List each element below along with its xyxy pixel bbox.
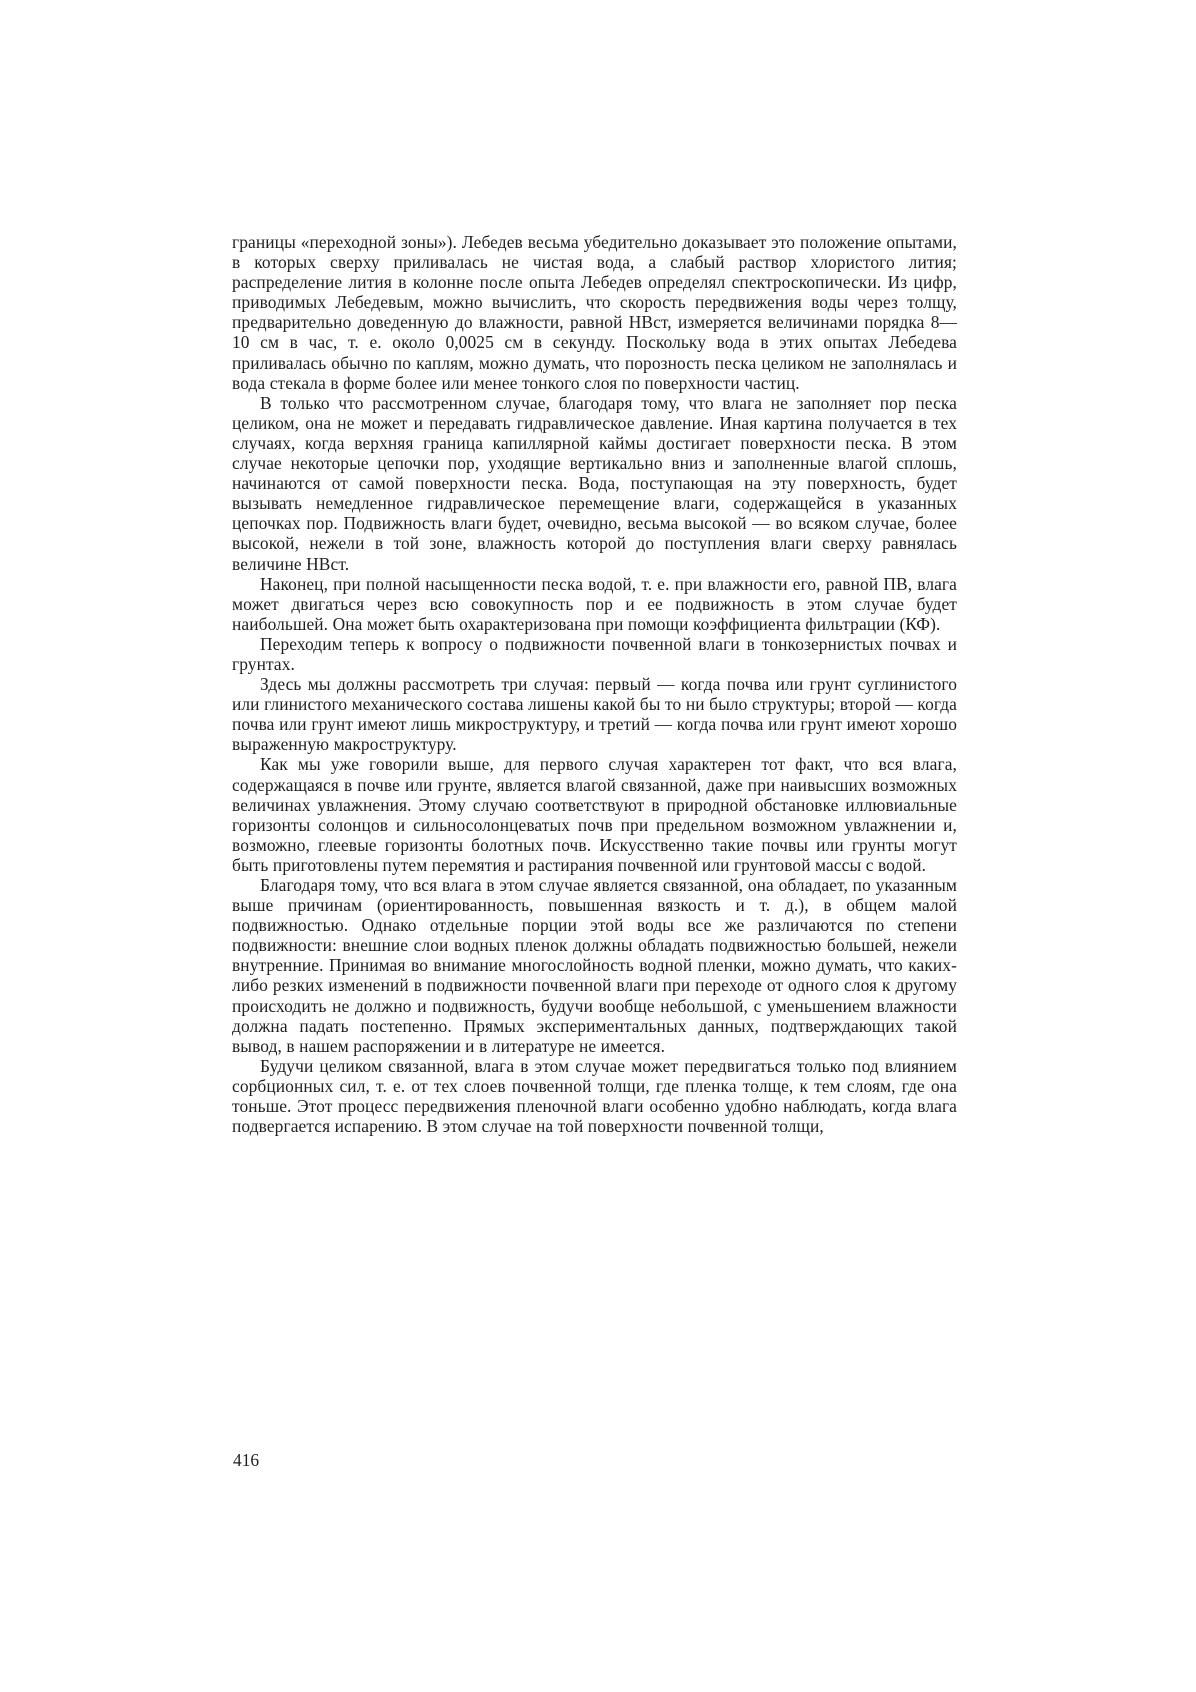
paragraph-6: Как мы уже говорили выше, для первого случая характерен тот факт, что вся влага, содержащаяся в почве или грунте, является влагой связанной, даже при наивысших возможных величинах увлажнения. Этому случаю соответствуют в природной обстановке иллювиальные горизонты солонцов и сильносолонцеватых почв при предельном возможном увлажнении и, возможно, глеевые горизонты болотных почв. Искусственно такие почвы или грунты могут быть приготовлены путем перемятия и растирания почвенной или грунтовой массы с водой. xyxy=(232,754,957,875)
paragraph-4: Переходим теперь к вопросу о подвижности почвенной влаги в тонкозернистых почвах и грунтах. xyxy=(232,633,957,674)
page-number: 416 xyxy=(233,1450,260,1470)
paragraph-1: границы «переходной зоны»). Лебедев весьма убедительно доказывает это положение опытами, в которых сверху приливалась не чистая вода, а слабый раствор хлористого лития; распределение лития в колонне после опыта Лебедев определял спектроскопически. Из цифр, приводимых Лебедевым, можно вычислить, что скорость передвижения воды через толщу, предварительно доведенную до влажности, равной НВст, измеряется величинами порядка 8—10 см в час, т. е. около 0,0025 см в секунду. Поскольку вода в этих опытах Лебедева приливалась обычно по каплям, можно думать, что порозность песка целиком не заполнялась и вода стекала в форме более или менее тонкого слоя по поверхности частиц. xyxy=(232,232,957,393)
paragraph-7: Благодаря тому, что вся влага в этом случае является связанной, она обладает, по указанным выше причинам (ориентированность, повышенная вязкость и т. д.), в общем малой подвижностью. Однако отдельные порции этой воды все же различаются по степени подвижности: внешние слои водных пленок должны обладать подвижностью большей, нежели внутренние. Принимая во внимание многослойность водной пленки, можно думать, что каких-либо резких изменений в подвижности почвенной влаги при переходе от одного слоя к другому происходить не должно и подвижность, будучи вообще небольшой, с уменьшением влажности должна падать постепенно. Прямых экспериментальных данных, подтверждающих такой вывод, в нашем распоряжении и в литературе не имеется. xyxy=(232,875,957,1056)
page-body xyxy=(232,232,957,1136)
paragraph-3: Наконец, при полной насыщенности песка водой, т. е. при влажности его, равной ПВ, влага может двигаться через всю совокупность пор и ее подвижность в этом случае будет наибольшей. Она может быть охарактеризована при помощи коэффициента фильтрации (КФ). xyxy=(232,573,957,634)
paragraph-2: В только что рассмотренном случае, благодаря тому, что влага не заполняет пор песка целиком, она не может и передавать гидравлическое давление. Иная картина получается в тех случаях, когда верхняя граница капиллярной каймы достигает поверхности песка. В этом случае некоторые цепочки пор, уходящие вертикально вниз и заполненные влагой сплошь, начинаются от самой поверхности песка. Вода, поступающая на эту поверхность, будет вызывать немедленное гидравлическое перемещение влаги, содержащейся в указанных цепочках пор. Подвижность влаги будет, очевидно, весьма высокой — во всяком случае, более высокой, нежели в той зоне, влажность которой до поступления влаги сверху равнялась величине НВст. xyxy=(232,392,957,574)
paragraph-8: Будучи целиком связанной, влага в этом случае может передвигаться только под влиянием сорбционных сил, т. е. от тех слоев почвенной толщи, где пленка толще, к тем слоям, где она тоньше. Этот процесс передвижения пленочной влаги особенно удобно наблюдать, когда влага подвергается испарению. В этом случае на той поверхности почвенной толщи, xyxy=(232,1055,957,1137)
paragraph-5: Здесь мы должны рассмотреть три случая: первый — когда почва или грунт суглинистого или глинистого механического состава лишены какой бы то ни было структуры; второй — когда почва или грунт имеют лишь микроструктуру, и третий — когда почва или грунт имеют хорошо выраженную макроструктуру. xyxy=(232,674,957,755)
